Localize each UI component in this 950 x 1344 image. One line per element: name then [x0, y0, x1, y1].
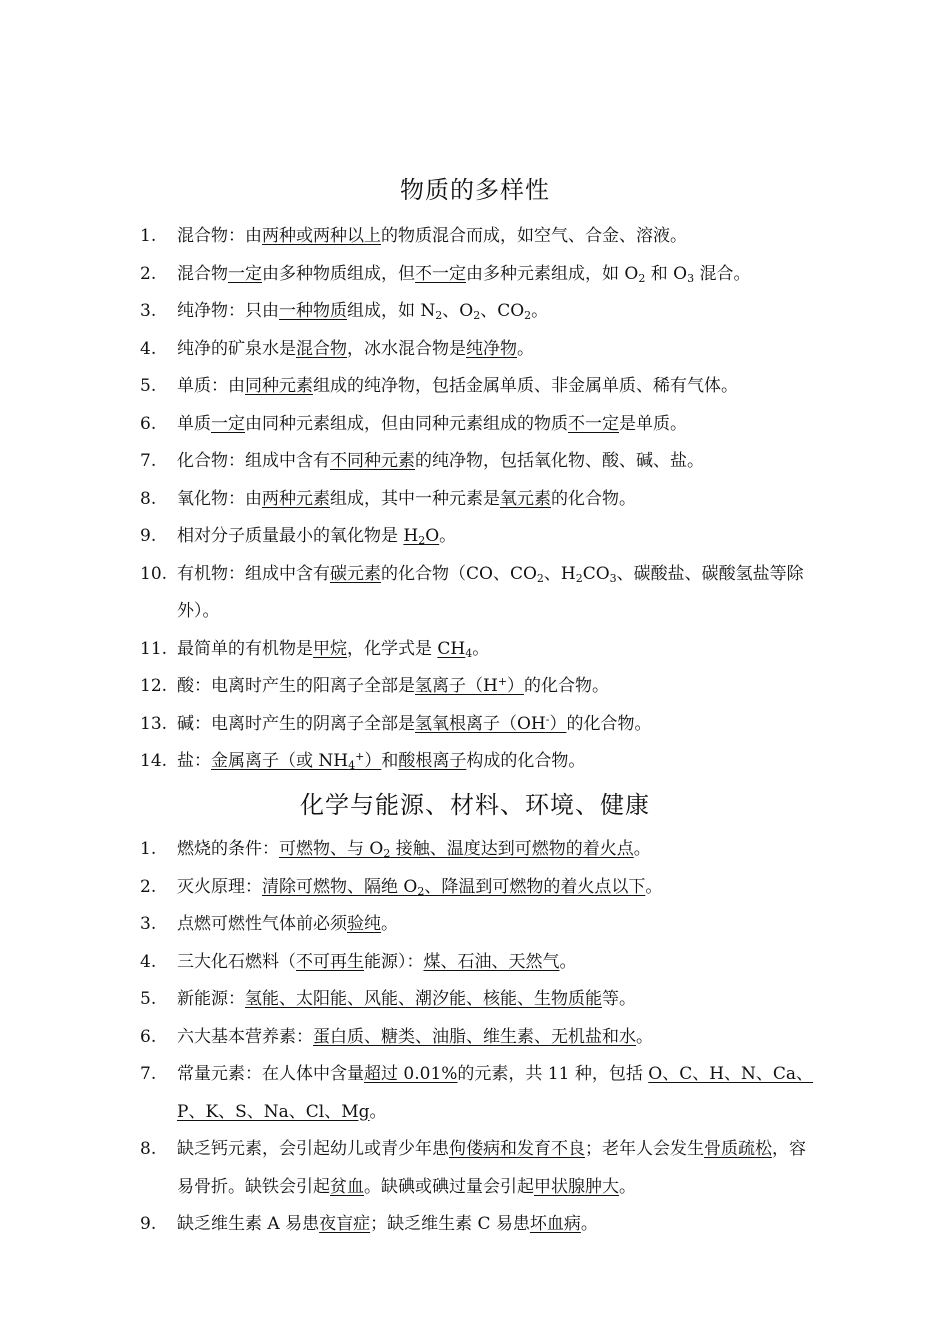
- item-number: 8.: [140, 488, 157, 509]
- item-text: 是单质。: [619, 413, 687, 434]
- key-term: 氧元素: [500, 488, 551, 509]
- item-number: 2.: [140, 876, 157, 897]
- key-term: 两种元素: [262, 488, 330, 509]
- key-term: 不同种元素: [330, 451, 415, 471]
- item-text: ；老年人会发生: [585, 1139, 704, 1159]
- item-text: 缺乏钙元素，会引起幼儿或青少年患: [177, 1139, 449, 1159]
- list-item: [140, 331, 820, 369]
- list-item: [140, 556, 820, 631]
- key-term: 贫血: [330, 1176, 364, 1197]
- item-number: 9.: [140, 526, 157, 546]
- subscript: 2: [524, 309, 532, 322]
- key-term: 2: [417, 884, 425, 898]
- item-text: 。: [369, 1101, 387, 1122]
- key-term: 、降温到可燃物的着火点以下: [424, 876, 646, 897]
- subscript: 2: [435, 309, 443, 322]
- item-number: 11.: [140, 638, 168, 659]
- key-term: 一定: [228, 263, 262, 284]
- item-text: 。: [559, 951, 577, 972]
- key-term: 混合物: [296, 338, 347, 359]
- list-item: [140, 706, 820, 744]
- item-text: 等。: [602, 989, 636, 1009]
- item-number: 13.: [140, 713, 168, 734]
- key-term: 酸根离子: [398, 751, 467, 771]
- item-text: 酸：电离时产生的阳离子全部是: [177, 676, 415, 696]
- key-term: 蛋白质、糖类、油脂、维生素、无机盐和水: [313, 1026, 636, 1047]
- key-term: 超过 0.01%: [364, 1064, 458, 1084]
- key-term: 不可再生: [296, 951, 364, 972]
- item-text: 、O: [442, 301, 474, 321]
- list-item: [140, 293, 820, 331]
- key-term: 佝偻病和发育不良: [449, 1139, 585, 1159]
- item-number: 7.: [140, 451, 157, 471]
- item-number: 5.: [140, 376, 157, 396]
- list-item: [140, 631, 820, 669]
- item-text: 的化合物（CO、CO: [381, 563, 537, 584]
- item-text: 由多种元素组成，如 O: [466, 263, 639, 284]
- subscript: 3: [609, 571, 617, 585]
- item-text: 。: [381, 914, 398, 934]
- item-text: 构成的化合物。: [466, 751, 586, 771]
- item-number: 2.: [140, 263, 157, 284]
- key-term: 氢能、太阳能、风能、潮汐能、核能、生物质能: [245, 989, 602, 1009]
- list-item: [140, 443, 820, 481]
- item-text: 的化合物。: [566, 713, 652, 734]
- item-text: 。: [472, 638, 490, 659]
- item-text: 单质：由: [177, 376, 245, 396]
- item-text: 能源）：: [364, 951, 424, 972]
- list-item: [140, 481, 820, 519]
- item-text: 新能源：: [177, 989, 245, 1009]
- key-term: ）: [549, 713, 567, 734]
- item-number: 7.: [140, 1064, 157, 1084]
- key-term: 清除可燃物、隔绝 O: [262, 876, 418, 897]
- key-term: 一种物质: [279, 301, 347, 321]
- section-title-energy-health: 化学与能源、材料、环境、健康: [300, 791, 650, 819]
- subscript: 2: [638, 271, 646, 285]
- item-text: 碱：电离时产生的阴离子全部是: [177, 713, 415, 734]
- energy-health-list: [140, 831, 820, 1244]
- key-term: 2: [418, 534, 426, 547]
- key-term: 甲状腺肿大: [534, 1176, 619, 1197]
- item-text: 点燃可燃性气体前必须: [177, 914, 347, 934]
- list-item: [140, 944, 820, 982]
- key-term: 骨质疏松: [704, 1139, 772, 1159]
- key-term: H: [403, 526, 419, 546]
- item-text: 燃烧的条件：: [177, 839, 279, 859]
- item-text: 。: [531, 301, 549, 321]
- item-text: 三大化石燃料（: [177, 951, 296, 972]
- subscript: 2: [536, 571, 544, 585]
- list-item: [140, 1019, 820, 1057]
- key-term: 纯净物: [466, 338, 517, 359]
- item-number: 8.: [140, 1139, 157, 1159]
- item-text: 组成，如 N: [347, 301, 436, 321]
- item-text: 氧化物：由: [177, 488, 262, 509]
- item-text: 单质: [177, 413, 211, 434]
- key-term: -: [545, 712, 550, 726]
- list-item: [140, 1056, 820, 1131]
- item-text: 、H: [543, 563, 576, 584]
- item-text: 常量元素：在人体中含量: [177, 1064, 364, 1084]
- item-text: 组成，其中一种元素是: [330, 488, 500, 509]
- item-text: 化合物：组成中含有: [177, 451, 330, 471]
- key-term: 金属离子（或 NH: [211, 751, 349, 771]
- list-item: [140, 743, 820, 781]
- key-term: 夜盲症: [319, 1214, 371, 1234]
- item-text: 。: [645, 876, 663, 897]
- item-number: 12.: [140, 676, 168, 696]
- item-text: 最简单的有机物是: [177, 638, 313, 659]
- item-text: 。: [633, 839, 651, 859]
- item-number: 14.: [140, 751, 168, 771]
- item-number: 5.: [140, 989, 157, 1009]
- list-item: [140, 218, 820, 256]
- item-text: 有机物：组成中含有: [177, 563, 330, 584]
- list-item: [140, 406, 820, 444]
- subscript: 4: [465, 646, 473, 660]
- item-number: 4.: [140, 951, 157, 972]
- item-text: 。: [619, 1176, 636, 1197]
- list-item: [140, 368, 820, 406]
- key-term: O: [425, 526, 440, 546]
- key-term: ）: [507, 676, 525, 696]
- list-item: [140, 668, 820, 706]
- key-term: 2: [383, 847, 391, 860]
- key-term: +: [497, 675, 508, 688]
- diversity-list: [140, 218, 820, 781]
- list-item: [140, 869, 820, 907]
- item-text: 、碳酸盐、碳酸氢盐等除外）。: [177, 563, 804, 621]
- item-text: 相对分子质量最小的氧化物是: [177, 526, 404, 546]
- key-term: O、C、H、N、Ca、P、K、S、Na、Cl、Mg: [177, 1064, 814, 1122]
- key-term: +: [355, 750, 365, 763]
- key-term: 不一定: [568, 413, 619, 434]
- key-term: 接触、温度达到可燃物的着火点: [390, 839, 634, 859]
- item-text: ，化学式是: [347, 638, 438, 659]
- item-text: 的纯净物，包括氧化物、酸、碱、盐。: [415, 451, 704, 471]
- item-text: 和: [381, 751, 399, 771]
- item-number: 6.: [140, 413, 157, 434]
- item-text: 纯净的矿泉水是: [177, 338, 296, 359]
- subscript: 2: [473, 309, 481, 322]
- item-text: 。: [517, 338, 534, 359]
- section-title-diversity: 物质的多样性: [400, 176, 550, 204]
- item-text: 缺乏维生素 A 易患: [177, 1214, 320, 1234]
- item-text: 、CO: [480, 301, 525, 321]
- key-term: 不一定: [415, 263, 466, 284]
- key-term: 一定: [211, 413, 245, 434]
- item-text: 。缺碘或碘过量会引起: [364, 1176, 534, 1197]
- item-text: 组成的纯净物，包括金属单质、非金属单质、稀有气体。: [313, 376, 738, 396]
- subscript: 3: [687, 271, 695, 285]
- item-text: 六大基本营养素：: [177, 1026, 313, 1047]
- item-number: 4.: [140, 338, 157, 359]
- item-text: CO: [582, 563, 610, 584]
- list-item: [140, 831, 820, 869]
- item-number: 1.: [140, 839, 157, 859]
- item-number: 3.: [140, 914, 157, 934]
- key-term: 坏血病: [529, 1214, 581, 1234]
- item-text: ，容易骨折。缺铁会引起: [177, 1139, 806, 1197]
- item-text: 纯净物：只由: [177, 301, 279, 321]
- item-text: ，冰水混合物是: [347, 338, 466, 359]
- item-text: 混合。: [694, 263, 751, 284]
- item-number: 9.: [140, 1214, 157, 1234]
- item-number: 10.: [140, 563, 168, 584]
- list-item: [140, 906, 820, 944]
- key-term: 氢离子（H: [415, 676, 498, 696]
- item-text: 的化合物。: [551, 488, 636, 509]
- item-text: 盐：: [177, 751, 211, 771]
- item-number: 3.: [140, 301, 157, 321]
- key-term: 可燃物、与 O: [279, 839, 384, 859]
- key-term: 两种或两种以上: [262, 226, 381, 246]
- key-term: CH: [437, 638, 466, 659]
- item-text: ；缺乏维生素 C 易患: [370, 1214, 530, 1234]
- item-text: 。: [636, 1026, 653, 1047]
- item-number: 6.: [140, 1026, 157, 1047]
- item-text: 和 O: [645, 263, 688, 284]
- list-item: [140, 518, 820, 556]
- item-text: 。: [580, 1214, 598, 1234]
- key-term: 同种元素: [245, 376, 313, 396]
- item-number: 1.: [140, 226, 157, 246]
- item-text: 灭火原理：: [177, 876, 262, 897]
- item-text: 由多种物质组成，但: [262, 263, 415, 284]
- key-term: 4: [348, 759, 356, 772]
- list-item: [140, 1131, 820, 1206]
- list-item: [140, 981, 820, 1019]
- item-text: 混合物: [177, 263, 228, 284]
- key-term: 碳元素: [330, 563, 381, 584]
- item-text: 的元素，共 11 种，包括: [457, 1064, 649, 1084]
- key-term: 甲烷: [313, 638, 347, 659]
- item-text: 混合物：由: [177, 226, 262, 246]
- key-term: 煤、石油、天然气: [423, 951, 560, 972]
- item-text: 的物质混合而成，如空气、合金、溶液。: [381, 226, 687, 246]
- list-item: [140, 256, 820, 294]
- key-term: ）: [364, 751, 382, 771]
- item-text: 。: [439, 526, 457, 546]
- list-item: [140, 1206, 820, 1244]
- subscript: 2: [575, 571, 583, 585]
- key-term: 氢氧根离子（OH: [415, 713, 546, 734]
- item-text: 的化合物。: [524, 676, 610, 696]
- key-term: 验纯: [347, 914, 381, 934]
- item-text: 由同种元素组成，但由同种元素组成的物质: [245, 413, 568, 434]
